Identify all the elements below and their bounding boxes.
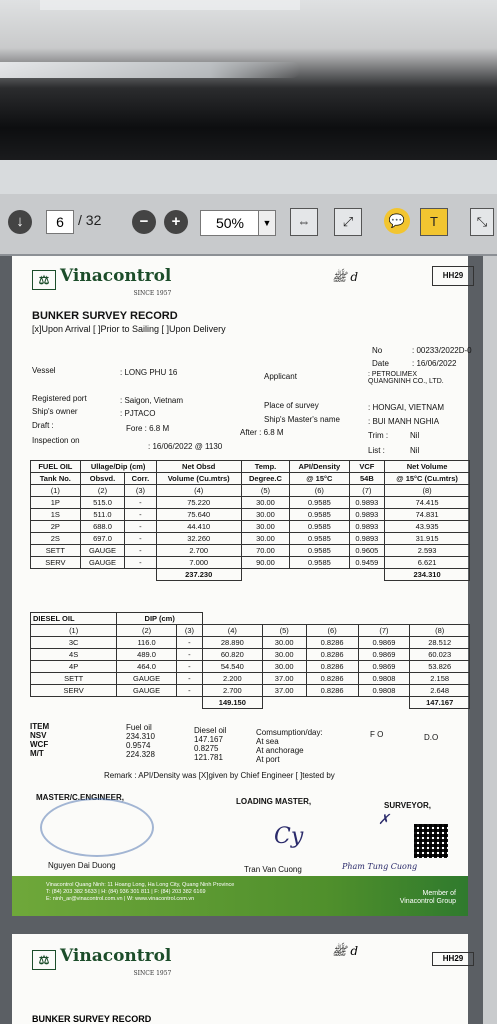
remark-text: Remark : API/Density was [X]given by Chief Engineer [ ]tested by — [104, 771, 335, 780]
table-cell: 75.220 — [156, 497, 241, 509]
table-cell: 464.0 — [117, 661, 177, 673]
table-cell: 511.0 — [80, 509, 125, 521]
table-cell: 515.0 — [80, 497, 125, 509]
table-cell: SETT — [31, 673, 117, 685]
table-cell: 30.00 — [241, 509, 289, 521]
diesel-wcf: 0.8275 — [194, 744, 219, 753]
footer-line: Vinacontrol Quang Ninh: 11 Hoang Long, Ha Long City, Quang Ninh Province — [46, 882, 235, 888]
header-cell: 54B — [349, 473, 385, 485]
vessel-label: Vessel — [32, 366, 56, 375]
screen-glare — [40, 0, 300, 10]
header-cell: Net Obsd — [156, 461, 241, 473]
window-top-area — [0, 160, 497, 194]
registered-port-value: : Saigon, Vietnam — [120, 396, 184, 405]
table-cell: 53.826 — [410, 661, 470, 673]
table-cell: 60.820 — [203, 649, 263, 661]
table-row — [31, 649, 470, 661]
screen-glare — [0, 62, 300, 78]
table-cell: 0.9585 — [290, 497, 349, 509]
table-cell: 0.8286 — [306, 637, 358, 649]
table-cell: 30.00 — [262, 637, 306, 649]
table-cell: 697.0 — [80, 533, 125, 545]
table-cell: (5) — [241, 485, 289, 497]
list-label: List : — [368, 446, 385, 455]
empty-cell — [203, 613, 470, 625]
scale-icon: ⚖ — [32, 270, 56, 290]
table-cell: 2.700 — [203, 685, 263, 697]
fuel-nsv: 234.310 — [126, 732, 155, 741]
ship-stamp — [40, 798, 154, 857]
table-cell: GAUGE — [80, 545, 125, 557]
header-cell: Tank No. — [31, 473, 81, 485]
table-row — [31, 545, 470, 557]
table-cell: - — [176, 649, 202, 661]
header-cell: Net Volume — [385, 461, 470, 473]
table-cell: 0.9808 — [358, 673, 410, 685]
table-cell: 2.200 — [203, 673, 263, 685]
scale-icon: ⚖ — [32, 950, 56, 970]
table-cell: 0.9585 — [290, 545, 349, 557]
document-title: BUNKER SURVEY RECORD — [32, 1014, 152, 1024]
table-cell: 0.9869 — [358, 637, 410, 649]
zoom-level-select[interactable]: 50% — [200, 210, 260, 236]
header-cell: Volume (Cu.mtrs) — [156, 473, 241, 485]
table-cell: - — [125, 497, 156, 509]
header-cell: VCF — [349, 461, 385, 473]
table-cell: 37.00 — [262, 685, 306, 697]
table-cell: 7.000 — [156, 557, 241, 569]
total-obsd-volume: 149.150 — [203, 697, 263, 709]
draft-fore: Fore : 6.8 M — [126, 424, 170, 433]
table-cell: (2) — [117, 625, 177, 637]
registered-port-label: Registered port — [32, 394, 87, 403]
table-cell: - — [125, 557, 156, 569]
trim-label: Trim : — [368, 431, 389, 440]
table-cell: GAUGE — [117, 673, 177, 685]
date-value: : 16/06/2022 — [412, 359, 457, 368]
inspection-value: : 16/06/2022 @ 1130 — [148, 442, 223, 451]
footer-member — [400, 890, 456, 906]
table-cell: - — [176, 685, 202, 697]
no-value: : 00233/2022D-0 — [412, 346, 472, 355]
fo-label: F O — [370, 730, 384, 739]
table-cell: 60.023 — [410, 649, 470, 661]
draft-after: After : 6.8 M — [240, 428, 284, 437]
table-cell: 688.0 — [80, 521, 125, 533]
header-cell: API/Density — [290, 461, 349, 473]
table-row — [31, 685, 470, 697]
form-code: HH29 — [432, 266, 474, 286]
pdf-toolbar — [0, 194, 497, 256]
table-cell: 0.8286 — [306, 661, 358, 673]
table-cell: 0.9459 — [349, 557, 385, 569]
table-cell: 4S — [31, 649, 117, 661]
table-cell: 0.9605 — [349, 545, 385, 557]
table-row — [31, 497, 470, 509]
total-net-volume: 147.167 — [410, 697, 470, 709]
master-name-value: : BUI MANH NGHIA — [368, 417, 440, 426]
chevron-down-icon[interactable]: ▼ — [258, 210, 276, 236]
empty-cell — [31, 697, 203, 709]
table-cell: (6) — [290, 485, 349, 497]
table-cell: 0.8286 — [306, 685, 358, 697]
fuel-oil-table — [30, 460, 470, 581]
list-value: Nil — [410, 446, 420, 455]
table-cell: SERV — [31, 685, 117, 697]
summary-item-label: ITEM — [30, 722, 50, 731]
table-cell: 2S — [31, 533, 81, 545]
loading-master-name: Tran Van Cuong — [244, 865, 302, 874]
table-cell: 30.00 — [241, 497, 289, 509]
table-cell: 2P — [31, 521, 81, 533]
diesel-oil-table — [30, 612, 470, 709]
table-cell: 30.00 — [262, 661, 306, 673]
table-cell: 0.9869 — [358, 661, 410, 673]
table-cell: 0.9869 — [358, 649, 410, 661]
table-cell: - — [125, 533, 156, 545]
table-cell: 2.593 — [385, 545, 470, 557]
vinacontrol-logo: ⚖ Vinacontrol SINCE 1957 — [32, 946, 171, 977]
table-cell: 90.00 — [241, 557, 289, 569]
zoom-out-button[interactable]: − — [132, 210, 156, 234]
table-cell: (1) — [31, 625, 117, 637]
table-cell: SETT — [31, 545, 81, 557]
table-cell: (4) — [203, 625, 263, 637]
empty-cell — [262, 697, 410, 709]
diesel-nsv: 147.167 — [194, 735, 223, 744]
consumption-option: At anchorage — [256, 746, 304, 755]
total-obsd-volume: 237.230 — [156, 569, 241, 581]
table-cell: 54.540 — [203, 661, 263, 673]
surveyor-label: SURVEYOR, — [384, 801, 431, 810]
table-cell: 0.9585 — [290, 521, 349, 533]
table-cell: (2) — [80, 485, 125, 497]
qr-code — [414, 824, 448, 858]
table-cell: - — [176, 661, 202, 673]
table-cell: 0.9893 — [349, 533, 385, 545]
consumption-option: At sea — [256, 737, 279, 746]
place-of-survey-label: Place of survey — [264, 401, 319, 410]
inspection-label: Inspection on — [32, 436, 80, 445]
table-cell: 0.8286 — [306, 673, 358, 685]
fuel-wcf: 0.9574 — [126, 741, 151, 750]
download-icon[interactable]: ↓ — [8, 210, 32, 234]
diesel-oil-label: Diesel oil — [194, 726, 227, 735]
ships-owner-label: Ship's owner — [32, 407, 78, 416]
do-label: D.O — [424, 733, 439, 742]
surveyor-signature: ✗ — [378, 812, 390, 828]
table-cell: 6.621 — [385, 557, 470, 569]
master-name-label: Ship's Master's name — [264, 415, 340, 424]
table-row — [31, 637, 470, 649]
table-cell: 0.9893 — [349, 497, 385, 509]
table-cell: 0.9585 — [290, 509, 349, 521]
document-viewer[interactable] — [0, 256, 497, 1024]
table-cell: - — [176, 673, 202, 685]
vinacontrol-logo: ⚖ Vinacontrol SINCE 1957 — [32, 266, 171, 297]
table-cell: 3C — [31, 637, 117, 649]
header-cell: Temp. — [241, 461, 289, 473]
table-cell: - — [125, 509, 156, 521]
consumption-option: At port — [256, 755, 280, 764]
pdf-page — [12, 256, 472, 916]
table-cell: 489.0 — [117, 649, 177, 661]
table-cell: (1) — [31, 485, 81, 497]
applicant-value: : PETROLIMEX QUANGNINH CO., LTD. — [368, 371, 444, 385]
total-net-volume: 234.310 — [385, 569, 470, 581]
header-cell: Corr. — [125, 473, 156, 485]
fuel-oil-label: Fuel oil — [126, 723, 152, 732]
footer-line: Vinacontrol Group — [399, 898, 456, 905]
initials-signature: ﷺ d — [332, 270, 358, 284]
fit-page-icon[interactable]: ⤢ — [334, 208, 362, 236]
draft-label: Draft : — [32, 421, 54, 430]
loading-master-label: LOADING MASTER, — [236, 797, 312, 806]
master-label: MASTER/C.ENGINEER, — [36, 793, 125, 802]
master-name: Nguyen Dai Duong — [48, 861, 116, 870]
footer-line: E: ninh_ar@vinacontrol.com.vn | W: www.vinacontrol.com.vn — [46, 896, 195, 902]
empty-cell — [241, 569, 384, 581]
table-cell: GAUGE — [117, 685, 177, 697]
vessel-value: : LONG PHU 16 — [120, 368, 178, 377]
fuel-mt: 224.328 — [126, 750, 155, 759]
table-cell: 1S — [31, 509, 81, 521]
pdf-page-next — [12, 934, 468, 1024]
summary-row-label: NSV — [30, 731, 47, 740]
vertical-scrollbar[interactable] — [483, 256, 497, 1024]
text-annotation-icon[interactable]: T — [420, 208, 448, 236]
table-cell: 44.410 — [156, 521, 241, 533]
table-cell: (7) — [349, 485, 385, 497]
table-cell: 31.915 — [385, 533, 470, 545]
page-total: / 32 — [78, 212, 102, 228]
monitor-bezel — [0, 0, 497, 160]
document-title: BUNKER SURVEY RECORD — [32, 310, 178, 322]
header-cell: Ullage/Dip (cm) — [80, 461, 156, 473]
table-cell: (8) — [410, 625, 470, 637]
table-row — [31, 625, 470, 637]
table-cell: (3) — [125, 485, 156, 497]
table-cell: 2.700 — [156, 545, 241, 557]
table-row — [31, 673, 470, 685]
table-cell: 75.640 — [156, 509, 241, 521]
header-cell: DIP (cm) — [117, 613, 203, 625]
table-cell: 0.9808 — [358, 685, 410, 697]
table-row — [31, 509, 470, 521]
table-cell: GAUGE — [80, 557, 125, 569]
fit-width-icon[interactable]: ⇔ — [290, 208, 318, 236]
table-cell: SERV — [31, 557, 81, 569]
table-cell: - — [176, 637, 202, 649]
table-cell: 1P — [31, 497, 81, 509]
table-cell: 0.9893 — [349, 509, 385, 521]
expand-icon[interactable]: ⤡ — [470, 208, 494, 236]
loading-master-signature: Cy — [274, 824, 304, 849]
header-cell: FUEL OIL — [31, 461, 81, 473]
table-cell: (3) — [176, 625, 202, 637]
table-row-total — [31, 697, 470, 709]
footer-contact — [46, 882, 234, 903]
table-cell: (8) — [385, 485, 470, 497]
table-cell: - — [125, 545, 156, 557]
document-subtitle: [x]Upon Arrival [ ]Prior to Sailing [ ]Upon Delivery — [32, 324, 226, 334]
table-cell: 2.158 — [410, 673, 470, 685]
table-cell: 30.00 — [241, 521, 289, 533]
page-number-input[interactable]: 6 — [46, 210, 74, 234]
table-cell: - — [125, 521, 156, 533]
document-footer — [12, 876, 468, 916]
table-row — [31, 521, 470, 533]
table-row — [31, 557, 470, 569]
zoom-in-button[interactable]: + — [164, 210, 188, 234]
table-cell: 0.9893 — [349, 521, 385, 533]
table-cell: 74.415 — [385, 497, 470, 509]
no-label: No — [372, 346, 383, 355]
place-of-survey-value: : HONGAI, VIETNAM — [368, 403, 445, 412]
consumption-label: Comsumption/day: — [256, 728, 323, 737]
table-cell: 28.512 — [410, 637, 470, 649]
table-cell: 2.648 — [410, 685, 470, 697]
header-cell: DIESEL OIL — [31, 613, 117, 625]
summary-row-label: WCF — [30, 740, 49, 749]
applicant-label: Applicant — [264, 372, 297, 381]
table-cell: 0.9585 — [290, 533, 349, 545]
empty-cell — [31, 569, 157, 581]
table-cell: 30.00 — [262, 649, 306, 661]
header-cell: @ 15°C (Cu.mtrs) — [385, 473, 470, 485]
diesel-mt: 121.781 — [194, 753, 223, 762]
initials-signature: ﷺ d — [332, 944, 358, 958]
table-cell: (7) — [358, 625, 410, 637]
header-cell: Degree.C — [241, 473, 289, 485]
date-label: Date — [372, 359, 389, 368]
surveyor-name: Pham Tung Cuong — [342, 862, 418, 871]
table-cell: 0.9585 — [290, 557, 349, 569]
table-cell: 30.00 — [241, 533, 289, 545]
footer-line: Member of — [422, 890, 456, 897]
table-cell: 4P — [31, 661, 117, 673]
ships-owner-value: : PJTACO — [120, 409, 156, 418]
table-cell: 116.0 — [117, 637, 177, 649]
table-cell: 70.00 — [241, 545, 289, 557]
summary-row-label: M/T — [30, 749, 44, 758]
table-cell: 0.8286 — [306, 649, 358, 661]
table-cell: 37.00 — [262, 673, 306, 685]
table-cell: (4) — [156, 485, 241, 497]
table-row — [31, 533, 470, 545]
table-cell: 74.831 — [385, 509, 470, 521]
table-cell: (5) — [262, 625, 306, 637]
header-cell: Obsvd. — [80, 473, 125, 485]
trim-value: Nil — [410, 431, 420, 440]
table-cell: (6) — [306, 625, 358, 637]
header-cell: @ 15°C — [290, 473, 349, 485]
table-cell: 32.260 — [156, 533, 241, 545]
footer-line: T: (84) 203 382 5633 | H: (84) 936 301 811 | F: (84) 203 382 6169 — [46, 889, 206, 895]
table-row — [31, 485, 470, 497]
table-row-total — [31, 569, 470, 581]
table-cell: 28.890 — [203, 637, 263, 649]
table-row — [31, 661, 470, 673]
table-cell: 43.935 — [385, 521, 470, 533]
comment-icon[interactable]: 💬 — [384, 208, 410, 234]
form-code: HH29 — [432, 952, 474, 966]
